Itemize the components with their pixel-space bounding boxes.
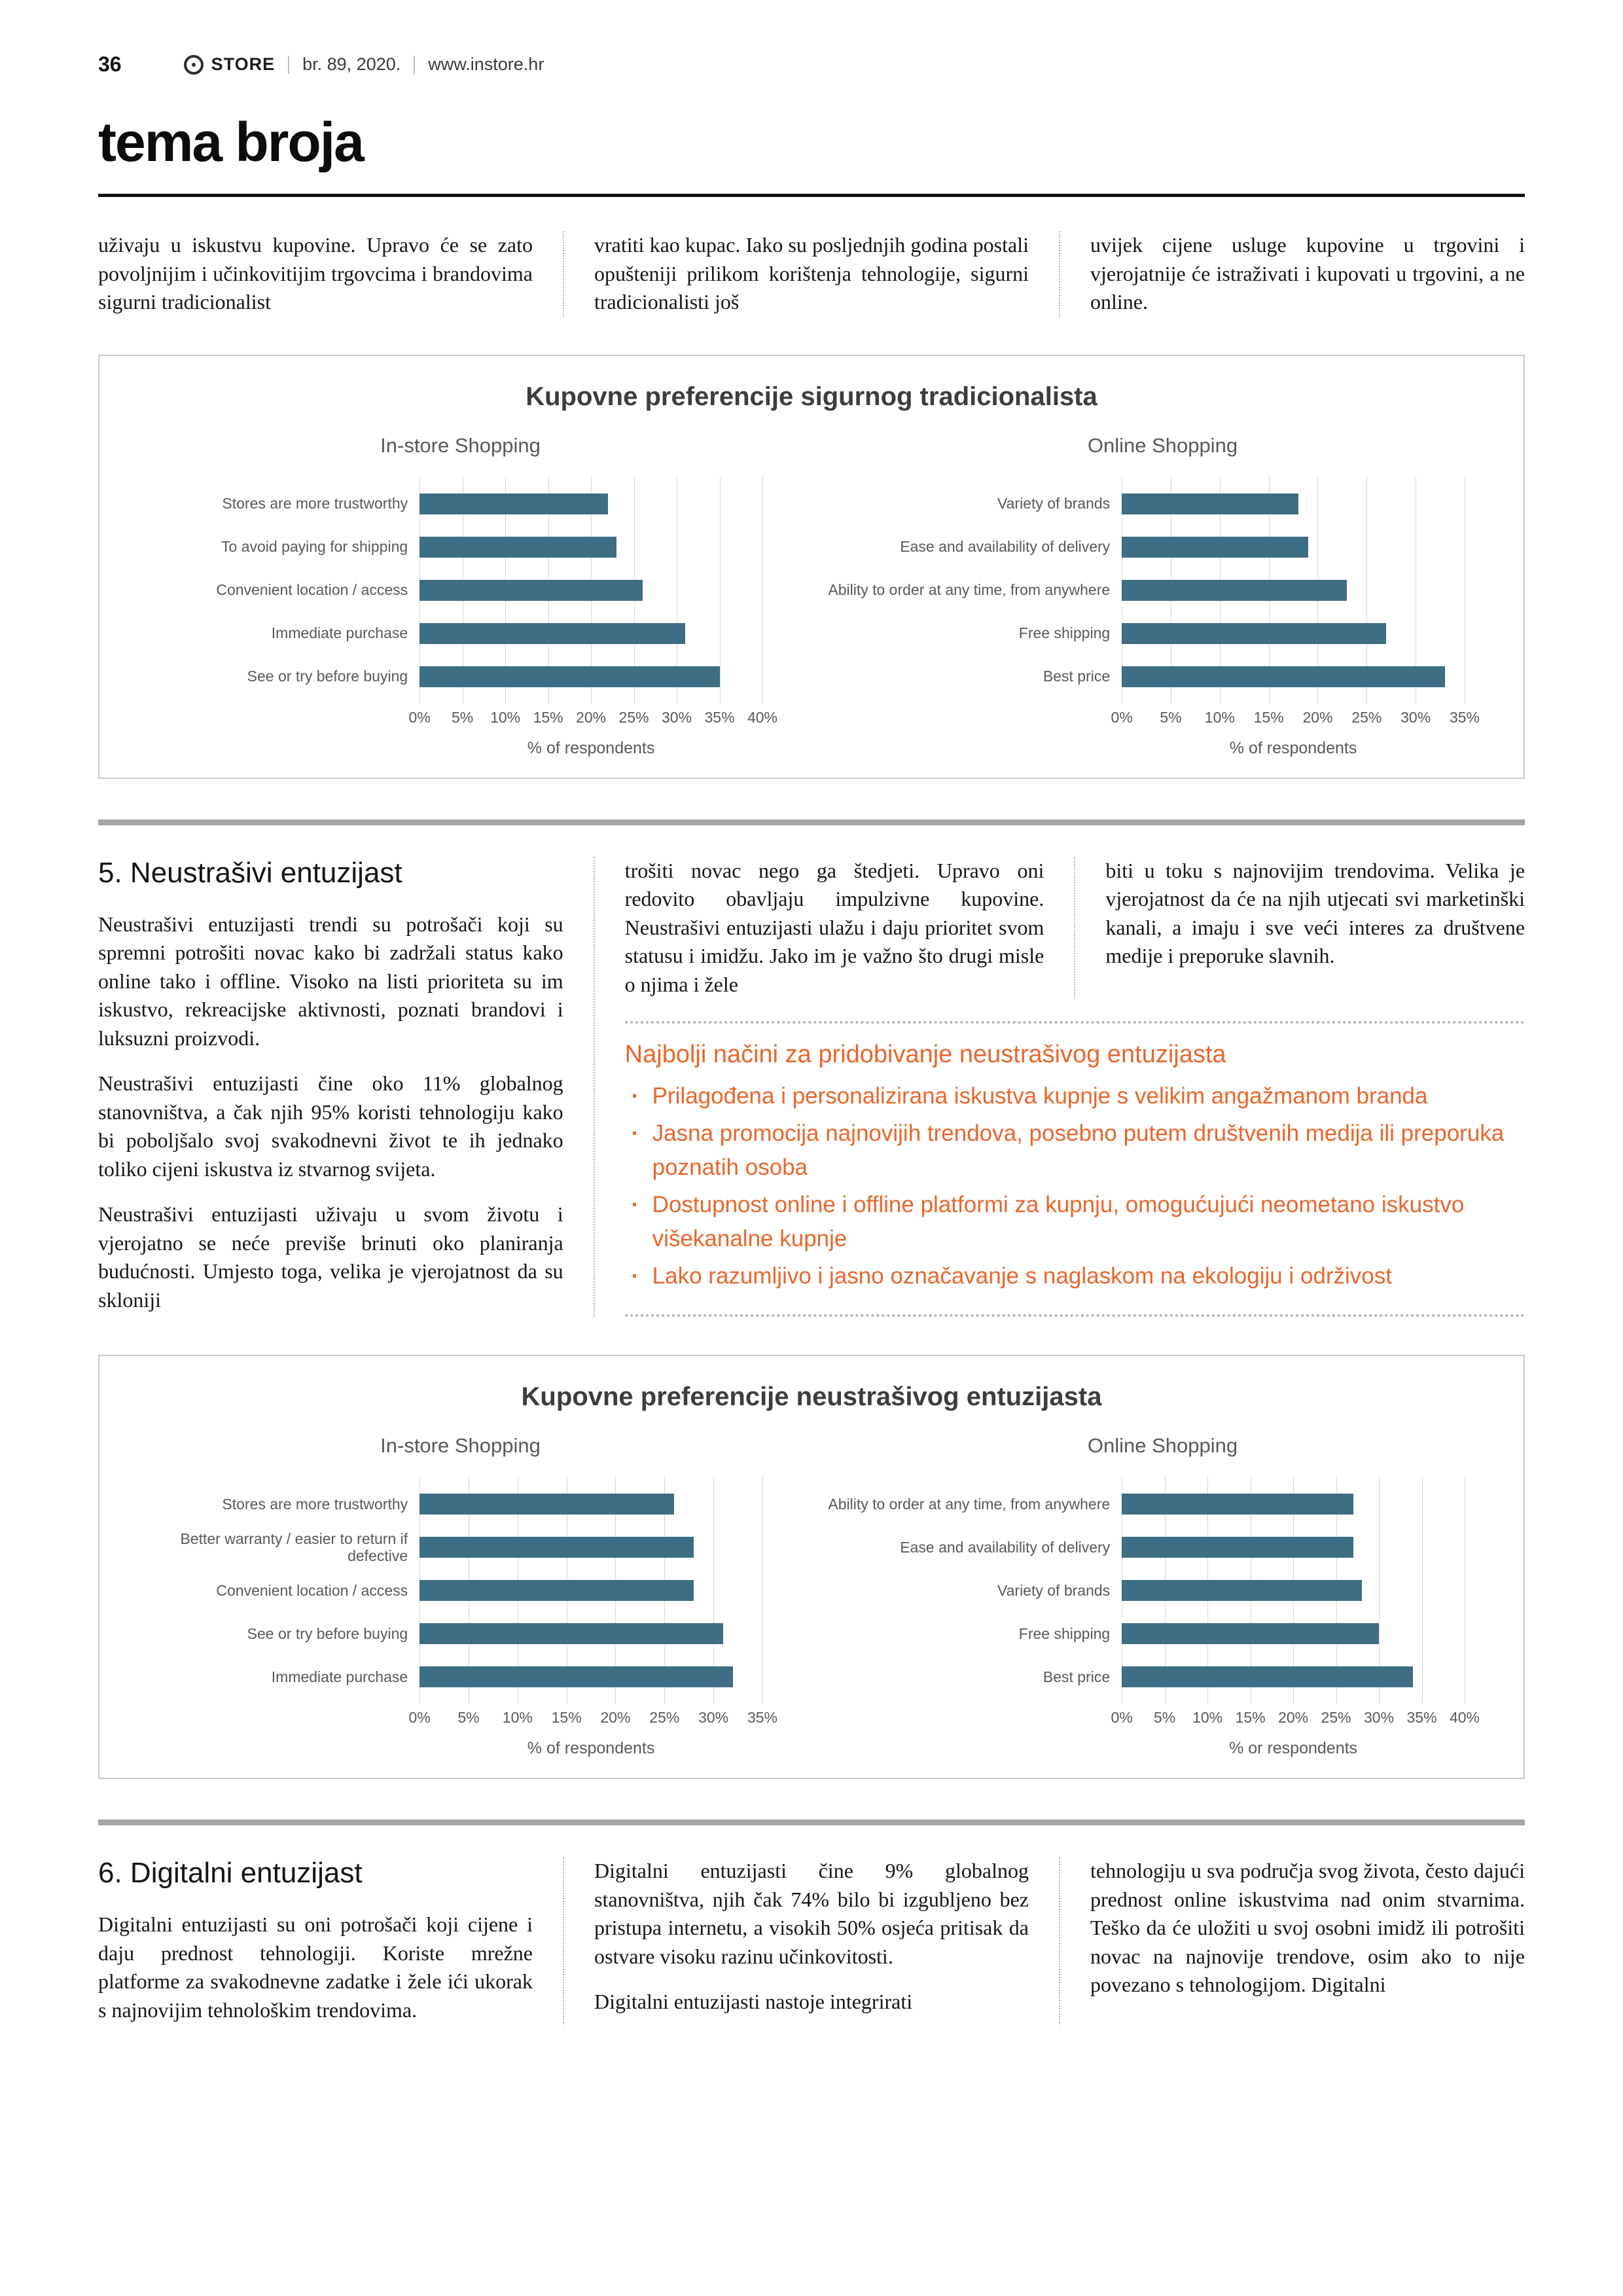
- axis-label: % of respondents: [1229, 738, 1357, 757]
- chart-row: [823, 1526, 1503, 1569]
- section5-column-2: [595, 857, 1075, 999]
- chart-row: [120, 482, 800, 526]
- callout-list: [625, 1079, 1521, 1293]
- bar-track: [1122, 1623, 1465, 1644]
- bar: [1122, 580, 1347, 601]
- bar: [1122, 1666, 1413, 1687]
- axis-label: % of respondents: [527, 738, 655, 757]
- bar: [419, 537, 616, 558]
- category-label: Immediate purchase: [271, 624, 408, 642]
- paragraph: Digitalni entuzijasti čine 9% globalnog stanovništva, njih čak 74% bilo bi izgubljeno bez pristupa internetu, a visokih 50% osjeća pritisak da ostvare visoku razinu učinkovitosti.: [594, 1859, 1029, 1968]
- bar: [419, 1494, 674, 1515]
- bar-track: [419, 1494, 762, 1515]
- tick-label: 30%: [662, 708, 692, 726]
- chart-row: [120, 1526, 800, 1569]
- chart-plot-area: [120, 1477, 800, 1704]
- tick-label: 25%: [618, 708, 649, 726]
- tick-label: 10%: [490, 708, 521, 726]
- chart-row: [120, 612, 800, 655]
- bar: [1122, 1580, 1362, 1601]
- category-label: See or try before buying: [247, 1624, 408, 1642]
- category-label: Ease and availability of delivery: [900, 1538, 1111, 1556]
- bar: [419, 1537, 694, 1558]
- tick-label: 5%: [457, 1709, 480, 1727]
- chart-row: [120, 526, 800, 569]
- tick-label: 20%: [600, 1709, 631, 1727]
- chart-row: [823, 1482, 1503, 1526]
- chart-rows: [120, 477, 800, 704]
- paragraph: Digitalni entuzijasti su oni potrošači koji cijene i daju prednost tehnologiji. Koriste mrežne platforme za svakodnevne zadatke i žele ići ukorak s najnovijim tehnološkim trendovima.: [98, 1912, 533, 2022]
- tick-label: 5%: [1160, 708, 1182, 726]
- chart-title: Kupovne preferencije neustrašivog entuzijasta: [521, 1382, 1102, 1412]
- chart-sigurni-tradicionalist: [98, 355, 1525, 779]
- bar-track: [1122, 623, 1465, 644]
- tick-label: 15%: [1235, 1709, 1266, 1727]
- callout-title: Najbolji načini za pridobivanje neustrašivog entuzijasta: [624, 1041, 1226, 1069]
- chart-subtitle: In-store Shopping: [380, 1434, 541, 1458]
- chart-row: [823, 655, 1503, 698]
- header-divider: [288, 56, 289, 74]
- chart-row: [823, 1569, 1503, 1612]
- tick-label: 0%: [408, 708, 431, 726]
- section-divider: [98, 1820, 1525, 1825]
- axis-ticks: [1111, 708, 1480, 731]
- callout-box: [625, 1021, 1525, 1317]
- tick-label: 20%: [1278, 1709, 1309, 1727]
- chart-row: [120, 569, 800, 612]
- chart-panel: [120, 434, 800, 758]
- intro-column-2: [564, 231, 1059, 317]
- bar-track: [419, 666, 762, 687]
- bar: [1122, 493, 1298, 514]
- chart-panel: [823, 1434, 1503, 1758]
- chart-row: [823, 1655, 1503, 1698]
- chart-subtitle: In-store Shopping: [380, 433, 541, 457]
- category-label: Ease and availability of delivery: [900, 538, 1111, 556]
- callout-bullet: · Lako razumljivo i jasno označavanje s naglaskom na ekologiju i održivost: [625, 1259, 1521, 1294]
- brand-name: STORE: [211, 54, 276, 74]
- tick-label: 25%: [649, 1709, 680, 1727]
- axis-label: % of respondents: [527, 1739, 655, 1758]
- bar: [419, 493, 608, 514]
- category-label: Stores are more trustworthy: [222, 1495, 408, 1513]
- section-divider: [98, 819, 1525, 825]
- page-header: [98, 52, 1525, 77]
- paragraph: tehnologiju u sva područja svog života, često dajući prednost online iskustvima nad onim stvarnima. Teško da će uložiti u svoj osobni imidž ili potrošiti novac na najnovije trendove, osim ako to nije povezano s tehnologijom. Digitalni: [1090, 1859, 1525, 1997]
- bar-track: [419, 1580, 762, 1601]
- intro-section: [98, 231, 1525, 317]
- tick-label: 35%: [1449, 708, 1480, 726]
- tick-label: 10%: [502, 1709, 533, 1727]
- bar-track: [1122, 1580, 1465, 1601]
- bar: [419, 623, 685, 644]
- chart-plot-area: [823, 477, 1503, 704]
- category-label: Convenient location / access: [216, 581, 408, 599]
- chart-rows: [823, 1477, 1503, 1704]
- chart-panels: [120, 1434, 1503, 1758]
- issue-number: br. 89, 2020.: [302, 54, 401, 74]
- category-label: See or try before buying: [247, 668, 408, 685]
- category-label: Immediate purchase: [271, 1668, 408, 1685]
- category-label: Best price: [1043, 1668, 1111, 1685]
- bar: [1122, 1623, 1379, 1644]
- category-label: Convenient location / access: [216, 1581, 408, 1599]
- bar: [1122, 666, 1445, 687]
- paragraph: Neustrašivi entuzijasti uživaju u svom životu i vjerojatno se neće previše brinuti oko planiranja budućnosti. Umjesto toga, velika je vjerojatnost da su skloniji: [98, 1202, 563, 1312]
- section-heading: 5. Neustrašivi entuzijast: [98, 856, 402, 889]
- chart-row: [120, 1612, 800, 1655]
- paragraph: vratiti kao kupac. Iako su posljednjih godina postali opušteniji prilikom korištenja tehnologije, sigurni tradicionalisti još: [594, 233, 1029, 314]
- section-5-neustrasivi-entuzijast: [98, 857, 1525, 1318]
- tick-label: 20%: [1302, 708, 1333, 726]
- page-number: 36: [98, 52, 122, 76]
- axis-label: % or respondents: [1229, 1739, 1358, 1758]
- tick-label: 15%: [533, 708, 563, 726]
- bar-track: [1122, 537, 1465, 558]
- chart-row: [120, 1655, 800, 1698]
- paragraph: Neustrašivi entuzijasti trendi su potrošači koji su spremni potrošiti novac kako bi zadržali status kako online tako i offline. Visoko na listi prioriteta su im iskustvo, rekreacijske aktivnosti, poznati brandovi i luksuzni proizvodi.: [98, 912, 563, 1050]
- axis-ticks: [1111, 1709, 1480, 1731]
- headline-rule: [98, 194, 1525, 197]
- bar-track: [1122, 1537, 1465, 1558]
- category-label: Variety of brands: [997, 495, 1111, 512]
- paragraph-group: [98, 1910, 533, 2024]
- section6-column-2: [564, 1857, 1059, 2024]
- category-label: To avoid paying for shipping: [221, 538, 408, 556]
- category-label: Best price: [1043, 668, 1111, 685]
- chart-row: [823, 482, 1503, 526]
- tick-label: 35%: [704, 708, 735, 726]
- category-label: Better warranty / easier to return if defective: [180, 1530, 408, 1565]
- category-label: Ability to order at any time, from anywhere: [828, 581, 1111, 599]
- paragraph: uvijek cijene usluge kupovine u trgovini i vjerojatnije će istraživati i kupovati u trgovini, a ne online.: [1090, 233, 1525, 314]
- tick-label: 15%: [1253, 708, 1284, 726]
- chart-row: [823, 526, 1503, 569]
- category-label: Free shipping: [1018, 1624, 1111, 1642]
- paragraph: Digitalni entuzijasti nastoje integrirati: [594, 1990, 913, 2014]
- chart-plot-area: [120, 477, 800, 704]
- chart-row: [120, 1482, 800, 1526]
- tick-label: 30%: [698, 1709, 729, 1727]
- bar-track: [419, 580, 762, 601]
- chart-subtitle: Online Shopping: [1087, 433, 1238, 457]
- bar-track: [1122, 493, 1465, 514]
- chart-row: [120, 655, 800, 698]
- section5-right-region: [595, 857, 1525, 1318]
- bar: [1122, 1537, 1353, 1558]
- intro-column-1: [98, 231, 563, 317]
- axis-ticks: [408, 708, 778, 731]
- bar: [419, 1666, 733, 1687]
- chart-panel: [120, 1434, 800, 1758]
- category-label: Variety of brands: [997, 1581, 1111, 1599]
- instore-logo-icon: [184, 55, 204, 75]
- bar: [419, 580, 642, 601]
- chart-subtitle: Online Shopping: [1087, 1434, 1238, 1458]
- tick-label: 20%: [576, 708, 607, 726]
- bar-track: [419, 1623, 762, 1644]
- bar-track: [419, 1666, 762, 1687]
- brand-line: [184, 54, 544, 75]
- chart-plot-area: [823, 1477, 1503, 1704]
- tick-label: 25%: [1351, 708, 1382, 726]
- intro-column-3: [1060, 231, 1525, 317]
- header-divider: [414, 56, 415, 74]
- chart-rows: [120, 1477, 800, 1704]
- bar-track: [1122, 1494, 1465, 1515]
- bar-track: [1122, 1666, 1465, 1687]
- section-heading: 6. Digitalni entuzijast: [98, 1857, 363, 1890]
- bar-track: [419, 493, 762, 514]
- section5-column-3: [1075, 857, 1525, 999]
- tick-label: 5%: [452, 708, 474, 726]
- tick-label: 15%: [551, 1709, 582, 1727]
- tick-label: 35%: [1406, 1709, 1437, 1727]
- chart-row: [823, 569, 1503, 612]
- bar-track: [419, 623, 762, 644]
- bar-track: [419, 1537, 762, 1558]
- section5-column-1: [98, 857, 594, 1318]
- category-label: Free shipping: [1018, 624, 1111, 642]
- paragraph: uživaju u iskustvu kupovine. Upravo će se zato povoljnijim i učinkovitijim trgovcima i brandovima sigurni tradicionalist: [98, 233, 533, 314]
- bar: [419, 1623, 723, 1644]
- tick-label: 0%: [1111, 708, 1133, 726]
- tick-label: 10%: [1204, 708, 1235, 726]
- section6-column-1: [98, 1857, 563, 2024]
- callout-bullet: · Jasna promocija najnovijih trendova, posebno putem društvenih medija ili preporuka poznatih osoba: [625, 1117, 1521, 1185]
- bar: [419, 1580, 694, 1601]
- bar: [1122, 1494, 1353, 1515]
- section-6-digitalni-entuzijast: [98, 1857, 1525, 2024]
- bar-track: [1122, 666, 1465, 687]
- callout-bullet: · Prilagođena i personalizirana iskustva kupnje s velikim angažmanom branda: [625, 1079, 1521, 1114]
- paragraph: Neustrašivi entuzijasti čine oko 11% globalnog stanovništva, a čak njih 95% koristi tehnologiju kako bi poboljšalo svoj svakodnevni život te ih jednako toliko cijeni iskustva iz stvarnog svijeta.: [98, 1071, 563, 1181]
- tick-label: 30%: [1400, 708, 1431, 726]
- category-label: Ability to order at any time, from anywhere: [828, 1495, 1111, 1513]
- callout-bullet: · Dostupnost online i offline platformi za kupnju, omogućujući neometano iskustvo višekanalne kupnje: [625, 1188, 1521, 1257]
- chart-title: Kupovne preferencije sigurnog tradicionalista: [526, 382, 1097, 411]
- paragraph: trošiti novac nego ga štedjeti. Upravo oni redovito obavljaju impulzivne kupovine. Neustrašivi entuzijasti ulažu i daju prioritet svom statusu i imidžu. Jako im je važno što drugi misle o njima i žele: [624, 858, 1044, 996]
- tick-label: 5%: [1154, 1709, 1176, 1727]
- tick-label: 25%: [1321, 1709, 1351, 1727]
- axis-ticks: [408, 1709, 778, 1731]
- tick-label: 35%: [747, 1709, 778, 1727]
- chart-rows: [823, 477, 1503, 704]
- section6-column-3: [1060, 1857, 1525, 2024]
- bar-track: [1122, 580, 1465, 601]
- tick-label: 0%: [408, 1709, 431, 1727]
- chart-row: [823, 1612, 1503, 1655]
- tick-label: 0%: [1111, 1709, 1133, 1727]
- tick-label: 40%: [747, 708, 778, 726]
- tick-label: 40%: [1449, 1709, 1480, 1727]
- bar: [419, 666, 719, 687]
- chart-panels: [120, 434, 1503, 758]
- paragraph-group: [98, 910, 563, 1315]
- chart-row: [120, 1569, 800, 1612]
- website-url: www.instore.hr: [428, 54, 544, 74]
- chart-panel: [823, 434, 1503, 758]
- bar-track: [419, 537, 762, 558]
- chart-row: [823, 612, 1503, 655]
- page-title: tema broja: [98, 111, 363, 173]
- category-label: Stores are more trustworthy: [222, 495, 408, 512]
- bar: [1122, 537, 1308, 558]
- paragraph: biti u toku s najnovijim trendovima. Velika je vjerojatnost da će na njih utjecati svi marketinški kanali, a imaju i sve veći interes za društvene medije i preporuke slavnih.: [1105, 858, 1525, 968]
- bar: [1122, 623, 1386, 644]
- tick-label: 30%: [1364, 1709, 1395, 1727]
- chart-neustrasivi-entuzijast: [98, 1355, 1525, 1779]
- tick-label: 10%: [1192, 1709, 1223, 1727]
